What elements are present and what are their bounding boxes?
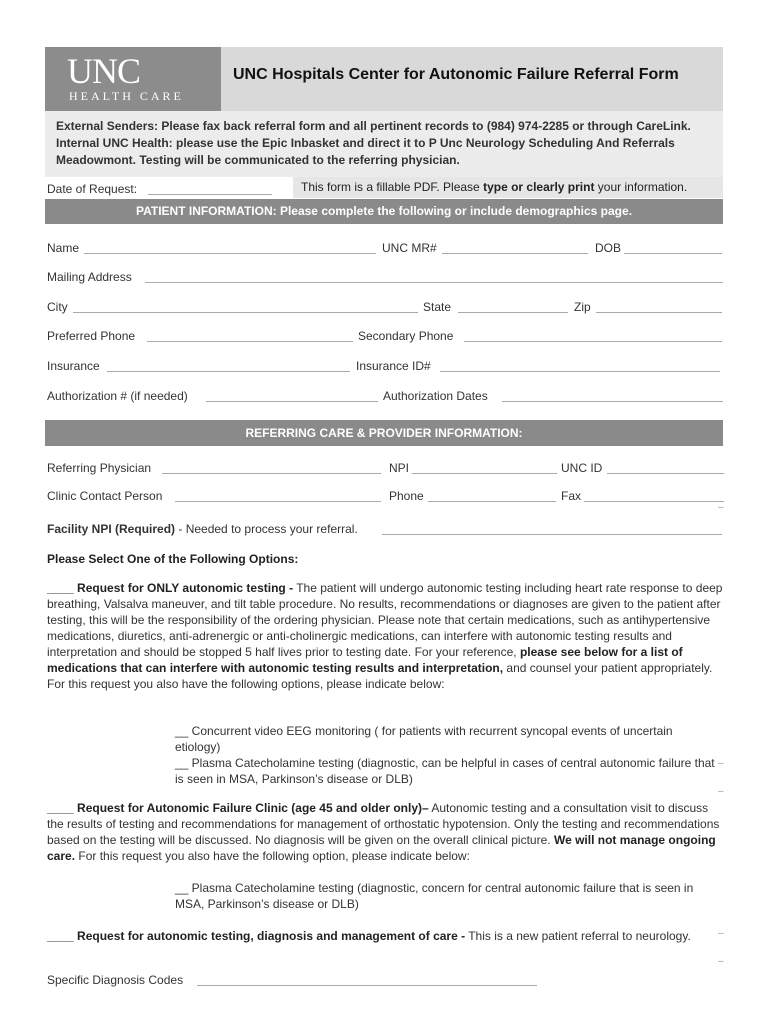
- city-label: City: [47, 300, 68, 314]
- state-field[interactable]: [458, 312, 568, 313]
- form-title: UNC Hospitals Center for Autonomic Failure Referral Form: [233, 66, 679, 83]
- name-label: Name: [47, 241, 80, 255]
- option-autonomic-testing-only: [47, 580, 723, 692]
- option1-text1: The patient will undergo autonomic testing including heart rate response to deep breathing, Valsalva maneuver, and tilt table procedure. No results, recommendations or diagnoses are given to the patient after testing, this will be the responsibility of the ordering physician. Please note that certain medications, such as antihypertensive medications, diuretics, anti-adrenergic or anti-cholinergic medications, can interfere with autonomic testing results and interpretation and should be stopped 5 half lives prior to testing date. For your reference,: [47, 581, 723, 659]
- logo-sub-text: HEALTH CARE: [69, 89, 184, 103]
- mrn-label: UNC MR#: [382, 241, 437, 255]
- date-of-request-field[interactable]: [148, 194, 272, 195]
- referring-section-heading: REFERRING CARE & PROVIDER INFORMATION:: [45, 420, 723, 446]
- option2-blank[interactable]: ____: [47, 801, 74, 815]
- option3-title: Request for autonomic testing, diagnosis and management of care -: [77, 929, 466, 943]
- facility-npi-rest: - Needed to process your referral.: [175, 522, 358, 536]
- fillable-note: [293, 177, 723, 198]
- options-heading: Please Select One of the Following Options:: [47, 552, 299, 566]
- authorization-field[interactable]: [206, 401, 378, 402]
- mrn-field[interactable]: [442, 253, 588, 254]
- option1-meds-note: please see below for a list of medications that can interfere with autonomic testing results and interpretation,: [47, 645, 683, 675]
- margin-mark: –: [718, 758, 724, 769]
- option2-title: Request for Autonomic Failure Clinic (age 45 and older only)–: [77, 801, 429, 815]
- fax-field[interactable]: [584, 501, 724, 502]
- diagnosis-codes-field[interactable]: [197, 985, 537, 986]
- external-senders-text: External Senders: Please fax back referral form and all pertinent records to (984) 974-2285 or through CareLink. Internal UNC Health: please use the Epic Inbasket and direct it to P Unc Neurology Scheduling And Referrals Meadowmont. Testing will be communicated to the referring physician.: [56, 119, 691, 167]
- option-testing-diagnosis-management: [47, 928, 723, 944]
- option-autonomic-failure-clinic: [47, 800, 723, 864]
- margin-mark: –: [718, 956, 724, 967]
- secondary-phone-label: Secondary Phone: [358, 329, 454, 343]
- margin-mark: –: [718, 786, 724, 797]
- insurance-field[interactable]: [107, 371, 350, 372]
- fillable-note-post: your information.: [597, 180, 688, 194]
- option2-no-ongoing-care: We will not manage ongoing care.: [47, 833, 716, 863]
- phone-label: Phone: [389, 489, 424, 503]
- clinic-contact-field[interactable]: [175, 501, 381, 502]
- patient-section-heading: PATIENT INFORMATION: Please complete the following or include demographics page.: [45, 199, 723, 224]
- facility-npi-field[interactable]: [382, 534, 722, 535]
- dob-label: DOB: [595, 241, 622, 255]
- option3-blank[interactable]: ____: [47, 929, 74, 943]
- suboption-plasma-catecholamine-2[interactable]: __ Plasma Catecholamine testing (diagnostic, concern for central autonomic failure that is seen in MSA, Parkinson’s disease or DLB): [175, 881, 694, 911]
- option2-text1: Autonomic testing and a consultation visit to discuss the results of testing and recommendations for management of orthostatic hypotension. Only the testing and recommendations based on the testing will be discussed. No diagnosis will be given on the overall clinical picture.: [47, 801, 720, 847]
- npi-label: NPI: [389, 461, 410, 475]
- mailing-address-field[interactable]: [145, 282, 723, 283]
- fillable-note-bold: type or clearly print: [483, 180, 595, 194]
- suboption-video-eeg[interactable]: __ Concurrent video EEG monitoring ( for patients with recurrent syncopal events of uncertain etiology): [175, 724, 673, 754]
- authorization-label: Authorization # (if needed): [47, 389, 188, 403]
- authorization-dates-field[interactable]: [502, 401, 723, 402]
- city-field[interactable]: [73, 312, 418, 313]
- insurance-id-label: Insurance ID#: [356, 359, 431, 373]
- insurance-label: Insurance: [47, 359, 100, 373]
- referring-physician-label: Referring Physician: [47, 461, 152, 475]
- secondary-phone-field[interactable]: [464, 341, 722, 342]
- zip-field[interactable]: [596, 312, 722, 313]
- fillable-note-pre: This form is a fillable PDF. Please: [301, 180, 480, 194]
- logo-main-text: UNC: [67, 51, 141, 91]
- fax-label: Fax: [561, 489, 582, 503]
- margin-mark: –: [718, 502, 724, 513]
- option3-text: This is a new patient referral to neurology.: [465, 929, 691, 943]
- authorization-dates-label: Authorization Dates: [383, 389, 488, 403]
- option1-blank[interactable]: ____: [47, 581, 74, 595]
- facility-npi-label: [47, 522, 358, 536]
- referring-physician-field[interactable]: [162, 473, 381, 474]
- phone-field[interactable]: [428, 501, 556, 502]
- clinic-contact-label: Clinic Contact Person: [47, 489, 163, 503]
- insurance-id-field[interactable]: [440, 371, 720, 372]
- unc-health-care-logo: [45, 47, 221, 111]
- diagnosis-codes-label: Specific Diagnosis Codes: [47, 973, 184, 987]
- state-label: State: [423, 300, 452, 314]
- option1-title: Request for ONLY autonomic testing -: [77, 581, 294, 595]
- name-field[interactable]: [84, 253, 376, 254]
- zip-label: Zip: [574, 300, 591, 314]
- unc-id-label: UNC ID: [561, 461, 603, 475]
- option2-text2: For this request you also have the following option, please indicate below:: [75, 849, 470, 863]
- suboption-plasma-catecholamine-1[interactable]: __ Plasma Catecholamine testing (diagnostic, can be helpful in cases of central autonomic failure that is seen in MSA, Parkinson’s disease or DLB): [175, 756, 715, 786]
- facility-npi-bold: Facility NPI (Required): [47, 522, 176, 536]
- dob-field[interactable]: [624, 253, 722, 254]
- unc-id-field[interactable]: [607, 473, 724, 474]
- npi-field[interactable]: [412, 473, 557, 474]
- external-senders-note: [45, 111, 723, 177]
- margin-mark: –: [718, 928, 724, 939]
- preferred-phone-label: Preferred Phone: [47, 329, 136, 343]
- date-of-request-label: Date of Request:: [47, 182, 138, 196]
- option1-text2: and counsel your patient appropriately. For this request you also have the following options, please indicate below:: [47, 661, 713, 691]
- preferred-phone-field[interactable]: [147, 341, 353, 342]
- mailing-address-label: Mailing Address: [47, 270, 132, 284]
